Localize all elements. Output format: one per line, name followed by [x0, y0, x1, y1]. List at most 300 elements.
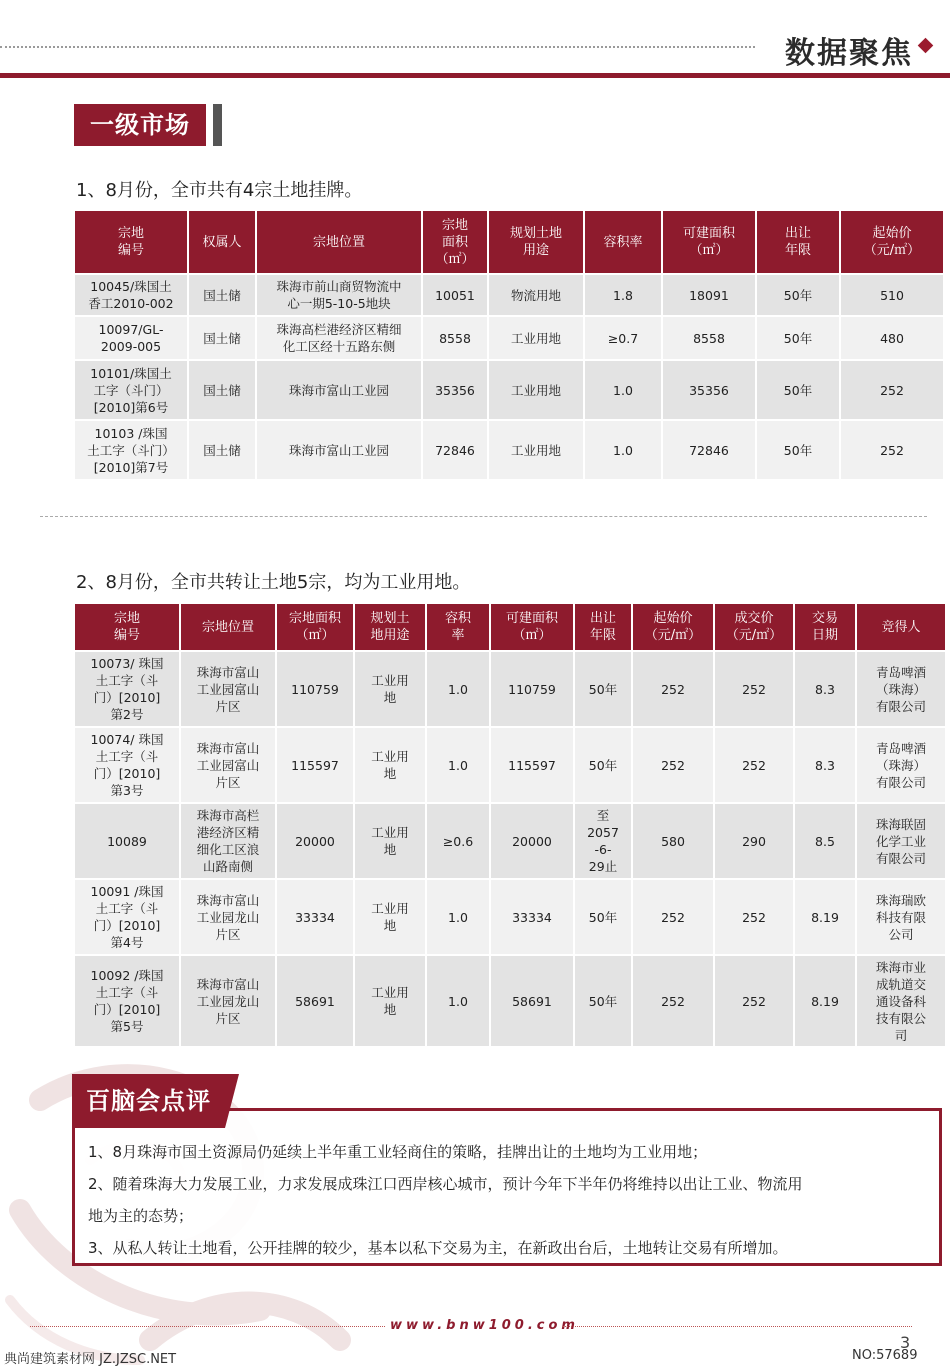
footer-rule-right [562, 1326, 912, 1327]
table-cell [189, 421, 255, 479]
table-cell-text: 252 [880, 442, 904, 458]
table-cell-text: 珠海联固 [875, 816, 926, 832]
column-header-text: （元/㎡） [644, 628, 702, 643]
table-cell-text: 片区 [215, 926, 241, 942]
table-cell [491, 956, 573, 1046]
table-cell-text: 35356 [689, 382, 729, 398]
column-header-text: 可建面积 [505, 611, 558, 626]
footer-rule-left [30, 1326, 385, 1327]
header-dotted-rule [0, 46, 755, 48]
table-cell-text: 50年 [588, 681, 618, 697]
table-cell-text: 土工字（斗 [95, 749, 159, 764]
table-cell-text: 8.19 [811, 909, 839, 925]
table-cell-text: 1.0 [448, 757, 468, 773]
transfer-table [73, 602, 947, 1048]
table-cell-text: 252 [742, 993, 766, 1009]
watermark-number: NO:57689 [852, 1348, 918, 1363]
table-row [75, 275, 943, 315]
table-cell [257, 317, 421, 359]
table-cell [181, 956, 275, 1046]
table-cell [355, 652, 425, 726]
footer-url: www.bnw100.com [390, 1318, 579, 1333]
table-cell-text: 工业园龙山 [196, 909, 260, 925]
table-cell-text: 1.0 [448, 993, 468, 1009]
column-header [491, 604, 573, 650]
table-cell-text: 8.19 [811, 993, 839, 1009]
table-cell [427, 956, 489, 1046]
table-cell-text: 国土储 [203, 287, 241, 303]
table-cell [489, 317, 583, 359]
table-cell-text: 2009-005 [100, 339, 162, 354]
column-header [715, 604, 793, 650]
column-header [575, 604, 631, 650]
section-tag-edge [213, 104, 222, 146]
table-cell [277, 956, 353, 1046]
table-cell-text: 1.0 [448, 909, 468, 925]
table-cell-text: 片区 [215, 698, 241, 714]
column-header-text: 交易 [811, 611, 838, 626]
column-header [277, 604, 353, 650]
table-cell-text: 有限公司 [875, 850, 926, 866]
table-cell-text: 山路南侧 [202, 859, 253, 874]
table-cell-text: 珠海瑞欧 [875, 892, 926, 908]
table-cell-text: 土工字（斗 [95, 985, 159, 1000]
table-cell-text: 地 [383, 766, 397, 781]
table-cell [715, 652, 793, 726]
column-header-text: （㎡） [512, 628, 552, 643]
table-cell [575, 804, 631, 878]
table-cell-text: 门）[2010] [93, 918, 161, 933]
table-cell [181, 652, 275, 726]
listing-table [73, 209, 945, 481]
table-cell-text: 珠海市业 [875, 959, 926, 975]
table-cell [427, 652, 489, 726]
table-cell-text: 工业用地 [510, 382, 561, 398]
table-cell [757, 275, 839, 315]
column-header-text: 容积率 [603, 234, 643, 250]
table-cell [663, 421, 755, 479]
column-header-text: 规划土 [370, 611, 410, 626]
table-cell [841, 317, 943, 359]
column-header [75, 604, 179, 650]
table-cell [795, 652, 855, 726]
table-cell [575, 880, 631, 954]
table-cell [277, 652, 353, 726]
listing-intro: 1、8月份，全市共有4宗土地挂牌。 [76, 180, 363, 201]
transfer-intro: 2、8月份，全市共转让土地5宗，均为工业用地。 [76, 572, 471, 593]
table-cell-text: 化学工业 [875, 833, 926, 849]
table-cell [277, 880, 353, 954]
column-header [355, 604, 425, 650]
table-cell-text: 115597 [508, 757, 556, 773]
table-cell-text: 480 [880, 330, 904, 346]
table-cell-text: 50年 [783, 287, 813, 303]
column-header [189, 211, 255, 273]
table-cell-text: 10051 [435, 287, 475, 303]
table-cell-text: 第2号 [110, 707, 144, 722]
table-cell-text: 司 [894, 1027, 908, 1043]
table-cell-text: 18091 [689, 287, 729, 303]
table-cell [841, 275, 943, 315]
table-cell [277, 804, 353, 878]
table-cell [633, 804, 713, 878]
table-cell-text: 工业用地 [510, 442, 561, 458]
table-cell-text: 10074/ 珠国 [90, 732, 164, 747]
table-cell [633, 652, 713, 726]
column-header-text: 面积 [441, 234, 468, 250]
table-cell-text: （珠海） [875, 681, 926, 697]
column-header [633, 604, 713, 650]
column-header-text: 出让 [784, 226, 811, 241]
table-cell [189, 361, 255, 419]
column-header-text: 宗地面积 [288, 611, 341, 626]
table-cell-text: 有限公司 [875, 698, 926, 714]
table-cell [75, 956, 179, 1046]
table-cell-text: 29止 [588, 859, 618, 874]
table-cell-text: 化工区经十五路东侧 [282, 339, 396, 354]
table-cell [857, 956, 945, 1046]
column-header-text: 率 [451, 628, 465, 643]
table-cell-text: 252 [661, 993, 685, 1009]
table-cell [189, 317, 255, 359]
table-cell-text: 工业用 [371, 901, 409, 916]
table-cell [75, 317, 187, 359]
table-cell [757, 421, 839, 479]
table-cell [489, 421, 583, 479]
table-cell-text: 地 [383, 690, 397, 705]
table-cell-text: 工字（斗门） [93, 382, 169, 398]
column-header [757, 211, 839, 273]
table-cell [585, 361, 661, 419]
table-cell-text: 门）[2010] [93, 766, 161, 781]
table-cell [575, 956, 631, 1046]
table-cell-text: 工业用 [371, 673, 409, 688]
table-cell-text: 珠海市高栏 [196, 808, 260, 823]
table-cell-text: 第3号 [110, 783, 144, 798]
table-cell-text: 工业用 [371, 749, 409, 764]
column-header [423, 211, 487, 273]
header-bar [0, 73, 950, 78]
table-cell-text: 片区 [215, 1010, 241, 1026]
table-cell-text: 成轨道交 [875, 976, 926, 992]
table-cell [841, 421, 943, 479]
table-cell-text: 50年 [588, 909, 618, 925]
table-cell [423, 317, 487, 359]
table-cell [75, 361, 187, 419]
table-cell-text: 国土储 [203, 382, 241, 398]
header-title: 数据聚焦 [785, 36, 913, 71]
column-header [857, 604, 945, 650]
table-cell-text: 8.5 [815, 833, 835, 849]
table-cell [491, 652, 573, 726]
section-divider [40, 516, 927, 517]
column-header-text: 起始价 [653, 611, 693, 626]
table-cell [277, 728, 353, 802]
table-cell-text: 香工2010-002 [88, 296, 174, 311]
table-cell [489, 361, 583, 419]
table-cell [795, 804, 855, 878]
column-header-text: （㎡） [689, 243, 729, 258]
table-cell [257, 361, 421, 419]
watermark-site: 典尚建筑素材网 JZ.JZSC.NET [4, 1352, 177, 1367]
table-cell [715, 804, 793, 878]
table-cell-text: 8.3 [815, 681, 835, 697]
table-cell-text: ≥0.6 [442, 833, 474, 849]
table-cell [663, 361, 755, 419]
table-cell [585, 317, 661, 359]
table-cell-text: 10097/GL- [98, 322, 164, 337]
table-cell [491, 728, 573, 802]
table-cell-text: 580 [661, 833, 685, 849]
table-cell-text: 50年 [588, 757, 618, 773]
table-cell-text: 252 [742, 681, 766, 697]
table-cell [663, 317, 755, 359]
table-cell-text: 技有限公 [875, 1010, 926, 1026]
table-cell-text: 有限公司 [875, 774, 926, 790]
column-header-text: 可建面积 [682, 226, 735, 241]
table-cell [795, 728, 855, 802]
table-cell [181, 804, 275, 878]
table-cell-text: 252 [661, 909, 685, 925]
table-cell-text: 10089 [107, 833, 147, 849]
table-cell-text: （珠海） [875, 757, 926, 773]
table-cell [857, 804, 945, 878]
table-cell-text: 50年 [783, 330, 813, 346]
column-header-text: 宗地 [117, 226, 144, 241]
table-cell [857, 728, 945, 802]
column-header [75, 211, 187, 273]
column-header-text: 宗地位置 [312, 234, 365, 250]
comment-tag: 百脑会点评 [72, 1074, 225, 1128]
table-cell-text: 工业园富山 [196, 681, 260, 697]
table-cell-text: 8558 [439, 330, 471, 346]
table-cell-text: 工业用地 [510, 330, 561, 346]
table-cell-text: 珠海市前山商贸物流中 [276, 279, 402, 294]
table-cell-text: 珠海市富山工业园 [288, 442, 389, 458]
table-cell [633, 728, 713, 802]
table-cell [75, 804, 179, 878]
column-header [663, 211, 755, 273]
column-header-text: 规划土地 [509, 226, 562, 241]
table-cell-text: 58691 [512, 993, 552, 1009]
table-cell-text: 细化工区浪 [196, 842, 260, 857]
table-cell [427, 880, 489, 954]
table-cell-text: [2010]第6号 [93, 399, 169, 415]
table-cell [423, 421, 487, 479]
table-cell-text: 20000 [295, 833, 335, 849]
table-row [75, 652, 945, 726]
table-row [75, 880, 945, 954]
table-row [75, 421, 943, 479]
table-cell-text: 土工字（斗 [95, 901, 159, 916]
table-cell-text: 72846 [689, 442, 729, 458]
table-cell [795, 956, 855, 1046]
table-cell [795, 880, 855, 954]
table-cell-text: 50年 [783, 442, 813, 458]
table-row [75, 317, 943, 359]
table-cell-text: 珠海市富山 [196, 664, 260, 680]
table-cell-text: 8558 [693, 330, 725, 346]
table-cell [75, 652, 179, 726]
column-header-text: （㎡） [295, 628, 335, 643]
table-cell-text: 20000 [512, 833, 552, 849]
table-cell-text: 第5号 [110, 1019, 144, 1034]
table-cell [585, 421, 661, 479]
table-cell-text: 珠海市富山工业园 [288, 382, 389, 398]
table-cell [633, 880, 713, 954]
table-row [75, 361, 943, 419]
column-header-text: 权属人 [202, 234, 242, 250]
table-cell-text: 心一期5-10-5地块 [287, 296, 391, 311]
column-header-text: 年限 [784, 243, 811, 258]
table-cell-text: 公司 [888, 926, 914, 942]
column-header-text: （元/㎡） [863, 243, 921, 258]
table-cell [427, 804, 489, 878]
column-header [181, 604, 275, 650]
table-cell-text: [2010]第7号 [93, 459, 169, 475]
table-cell [181, 728, 275, 802]
column-header [841, 211, 943, 273]
table-cell-text: 港经济区精 [196, 825, 260, 840]
table-cell [355, 880, 425, 954]
table-cell [427, 728, 489, 802]
table-cell-text: 115597 [291, 757, 339, 773]
table-cell-text: 110759 [291, 681, 339, 697]
table-cell-text: 35356 [435, 382, 475, 398]
table-cell-text: 青岛啤酒 [875, 740, 926, 756]
table-cell [715, 728, 793, 802]
comment-line: 2、随着珠海大力发展工业，力求发展成珠江口西岸核心城市，预计今年下半年仍将维持以出让工业、物流用 [88, 1175, 803, 1193]
diamond-icon [918, 38, 934, 54]
table-cell-text: 2057 [587, 825, 619, 840]
table-cell [633, 956, 713, 1046]
table-cell-text: 国土储 [203, 442, 241, 458]
table-cell [423, 275, 487, 315]
column-header-text: 日期 [811, 628, 838, 643]
table-cell [75, 880, 179, 954]
column-header-text: 用途 [522, 243, 549, 258]
column-header [795, 604, 855, 650]
column-header-text: 宗地 [113, 611, 140, 626]
table-cell-text: 252 [661, 681, 685, 697]
column-header-text: 起始价 [872, 226, 912, 241]
page-number: 3 [900, 1333, 911, 1352]
table-cell-text: 33334 [295, 909, 335, 925]
table-cell-text: 地 [383, 918, 397, 933]
table-cell [757, 317, 839, 359]
table-cell [355, 804, 425, 878]
table-cell-text: 33334 [512, 909, 552, 925]
table-cell [75, 728, 179, 802]
table-cell-text: 珠海市富山 [196, 892, 260, 908]
table-cell-text: 珠海市富山 [196, 976, 260, 992]
table-cell-text: 珠海高栏港经济区精细 [276, 322, 402, 337]
table-cell-text: 252 [880, 382, 904, 398]
comment-line: 1、8月珠海市国土资源局仍延续上半年重工业轻商住的策略，挂牌出让的土地均为工业用地； [88, 1143, 708, 1161]
table-cell [841, 361, 943, 419]
table-cell-text: 工业用 [371, 825, 409, 840]
table-cell [257, 421, 421, 479]
table-cell [189, 275, 255, 315]
table-row [75, 728, 945, 802]
table-cell-text: 工业用 [371, 985, 409, 1000]
column-header-text: 出让 [589, 611, 616, 626]
table-cell [491, 804, 573, 878]
table-cell-text: 土工字（斗门） [87, 442, 175, 458]
column-header [427, 604, 489, 650]
table-cell-text: 1.0 [448, 681, 468, 697]
table-cell [575, 652, 631, 726]
column-header-text: 地用途 [370, 628, 410, 643]
table-cell-text: 510 [880, 287, 904, 303]
comment-line: 3、从私人转让土地看，公开挂牌的较少，基本以私下交易为主，在新政出台后，土地转让交易有所增加。 [88, 1239, 788, 1257]
table-cell-text: 地 [383, 842, 397, 857]
table-cell-text: 工业园龙山 [196, 993, 260, 1009]
column-header [257, 211, 421, 273]
table-cell-text: 1.0 [613, 382, 633, 398]
table-cell-text: 8.3 [815, 757, 835, 773]
table-cell-text: 门）[2010] [93, 1002, 161, 1017]
table-cell [355, 728, 425, 802]
table-cell-text: 1.0 [613, 442, 633, 458]
table-cell-text: 252 [742, 909, 766, 925]
column-header-text: 成交价 [734, 611, 774, 626]
table-cell [75, 275, 187, 315]
table-cell [663, 275, 755, 315]
table-cell-text: 通设备科 [875, 993, 926, 1009]
table-cell [715, 956, 793, 1046]
column-header [585, 211, 661, 273]
column-header-text: （㎡） [435, 251, 475, 267]
table-cell-text: 门）[2010] [93, 690, 161, 705]
table-cell-text: 1.8 [613, 287, 633, 303]
table-cell-text: 10073/ 珠国 [90, 656, 164, 671]
table-cell [257, 275, 421, 315]
table-cell-text: 土工字（斗 [95, 673, 159, 688]
table-cell-text: 地 [383, 1002, 397, 1017]
table-cell [355, 956, 425, 1046]
table-cell-text: 第4号 [110, 935, 144, 950]
table-cell-text: ≥0.7 [607, 330, 639, 346]
table-cell-text: 国土储 [203, 330, 241, 346]
column-header [489, 211, 583, 273]
table-cell-text: 58691 [295, 993, 335, 1009]
table-cell-text: 252 [661, 757, 685, 773]
column-header-text: （元/㎡） [725, 628, 783, 643]
table-row [75, 956, 945, 1046]
table-cell [585, 275, 661, 315]
table-cell-text: 科技有限 [875, 909, 926, 925]
table-cell-text: 青岛啤酒 [875, 664, 926, 680]
table-cell [857, 652, 945, 726]
table-cell-text: 252 [742, 757, 766, 773]
table-cell [181, 880, 275, 954]
column-header-text: 竞得人 [881, 619, 921, 635]
table-cell-text: 290 [742, 833, 766, 849]
table-cell-text: 72846 [435, 442, 475, 458]
table-cell [491, 880, 573, 954]
table-cell-text: 珠海市富山 [196, 740, 260, 756]
table-cell-text: -6- [594, 842, 612, 857]
table-cell-text: 10101/珠国土 [90, 365, 172, 381]
table-cell [489, 275, 583, 315]
column-header-text: 编号 [117, 243, 144, 258]
table-cell [715, 880, 793, 954]
table-cell [423, 361, 487, 419]
column-header-text: 宗地 [441, 217, 468, 233]
table-cell-text: 50年 [783, 382, 813, 398]
table-cell [757, 361, 839, 419]
